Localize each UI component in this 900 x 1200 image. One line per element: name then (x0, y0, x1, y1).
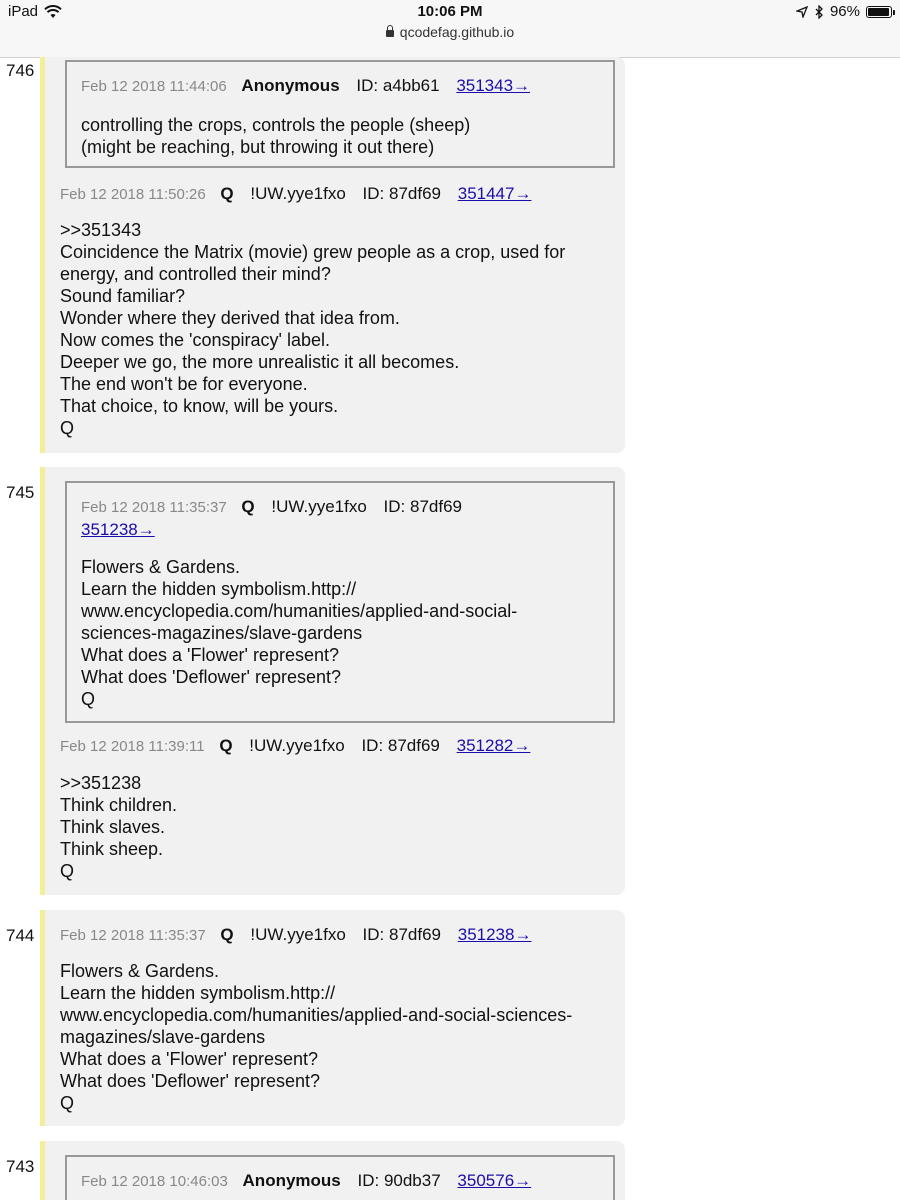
post-meta (60, 184, 531, 204)
post-date: Feb 12 2018 11:44:06 (81, 78, 227, 95)
battery-icon (866, 6, 892, 18)
post-body: controlling the crops, controls the people (sheep) (might be reaching, but throwing it out there) (81, 115, 471, 157)
poster-id: ID: 87df69 (383, 497, 462, 516)
tripcode: !UW.yye1fxo (250, 925, 346, 944)
post-meta (81, 76, 530, 96)
device-name: iPad (8, 3, 39, 20)
url-text: qcodefag.github.io (399, 24, 515, 40)
post-number: 745 (6, 483, 35, 502)
post-number: 744 (6, 926, 35, 945)
location-arrow-icon (796, 6, 808, 18)
post-author: Q (220, 184, 234, 203)
bluetooth-icon (814, 5, 824, 19)
post-author: Q (241, 497, 255, 516)
post-date: Feb 12 2018 11:35:37 (81, 499, 227, 516)
poster-id: ID: 87df69 (361, 736, 440, 755)
post-date: Feb 12 2018 11:35:37 (60, 927, 206, 944)
quoted-post (65, 60, 615, 168)
post-link[interactable]: 351282→ (456, 736, 531, 755)
post-link[interactable]: 351447→ (457, 184, 532, 203)
post-body: >>351238 Think children. Think slaves. Think sheep. Q (60, 773, 178, 881)
post-meta (81, 1171, 531, 1191)
clock: 10:06 PM (417, 3, 483, 20)
post-link[interactable]: 350576→ (457, 1171, 532, 1190)
post-card (40, 57, 625, 453)
post-date: Feb 12 2018 11:50:26 (60, 186, 206, 203)
poster-id: ID: a4bb61 (356, 76, 440, 95)
lock-icon (386, 30, 394, 37)
post-number: 743 (6, 1157, 35, 1176)
status-right (796, 3, 892, 20)
post-card (40, 910, 625, 1126)
post-author: Q (219, 736, 233, 755)
poster-id: ID: 87df69 (362, 925, 441, 944)
tripcode: !UW.yye1fxo (271, 497, 367, 516)
post-meta (60, 736, 530, 756)
post-author: Q (220, 925, 234, 944)
post-number: 746 (6, 61, 35, 80)
post-body: >>351343 Coincidence the Matrix (movie) grew people as a crop, used for energy, and controlled their mind? Sound familiar? Wonder where they derived that idea from. Now comes the 'conspiracy' label. Deeper we go, the more unrealistic it all becomes. The end won't be for everyone. That choice, to know, will be yours. Q (60, 220, 566, 438)
post-date: Feb 12 2018 11:39:11 (60, 738, 205, 755)
address-bar[interactable] (0, 24, 900, 40)
post-card (40, 1141, 625, 1200)
post-link[interactable]: 351343→ (456, 76, 531, 95)
poster-id: ID: 90db37 (357, 1171, 441, 1190)
post-card (40, 467, 625, 895)
quoted-post (65, 481, 615, 723)
battery-level (868, 8, 889, 16)
post-link[interactable]: 351238→ (457, 925, 532, 944)
tripcode: !UW.yye1fxo (250, 184, 346, 203)
poster-id: ID: 87df69 (362, 184, 441, 203)
status-bar (0, 0, 900, 58)
quoted-post (65, 1155, 615, 1200)
battery-percent: 96% (829, 3, 860, 20)
post-body: Flowers & Gardens. Learn the hidden symbolism.http:// www.encyclopedia.com/humanities/applied-and-social-sciences- magazines/slave-gardens What does a 'Flower' represent? What does 'Deflower' represent? Q (60, 961, 573, 1113)
post-date: Feb 12 2018 10:46:03 (81, 1173, 228, 1190)
tripcode: !UW.yye1fxo (249, 736, 345, 755)
post-link[interactable]: 351238→ (81, 520, 155, 539)
post-meta (60, 925, 531, 945)
post-author: Anonymous (242, 1171, 341, 1190)
post-body: Flowers & Gardens. Learn the hidden symbolism.http:// www.encyclopedia.com/humanities/applied-and-social- sciences-magazines/slave-gardens What does a 'Flower' represent? What does 'Deflower' represent? Q (81, 557, 518, 709)
post-author: Anonymous (241, 76, 340, 95)
post-meta (81, 497, 474, 517)
